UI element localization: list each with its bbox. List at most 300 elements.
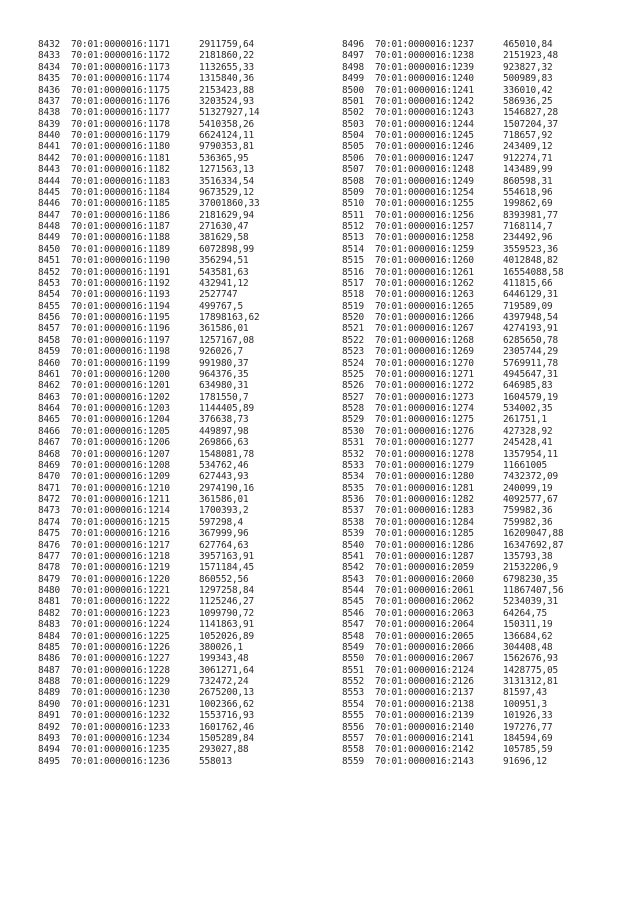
cadastral-number: 70:01:0000016:1174: [71, 73, 170, 85]
table-row: [38, 540, 259, 551]
cadastral-value: 2181629,94: [199, 209, 254, 221]
cadastral-value: 269866,63: [199, 437, 249, 449]
row-number: 8441: [38, 141, 60, 153]
cadastral-number: 70:01:0000016:1209: [71, 471, 170, 483]
row-number: 8439: [38, 118, 60, 130]
cadastral-number: 70:01:0000016:2126: [375, 676, 474, 687]
row-number: 8524: [342, 357, 364, 369]
cadastral-value: 2305744,29: [503, 346, 558, 358]
cadastral-number: 70:01:0000016:1246: [375, 141, 474, 153]
cadastral-number: 70:01:0000016:1226: [71, 641, 170, 653]
cadastral-number: 70:01:0000016:1180: [71, 141, 170, 153]
cadastral-value: 534762,46: [199, 459, 249, 471]
table-row: [38, 96, 259, 107]
row-number: 8495: [38, 755, 60, 767]
cadastral-number: 70:01:0000016:1269: [375, 346, 474, 358]
cadastral-number: 70:01:0000016:1183: [71, 175, 170, 187]
cadastral-value: 759982,36: [503, 505, 553, 517]
table-row: [342, 426, 563, 437]
cadastral-number: 70:01:0000016:1215: [71, 516, 170, 528]
table-row: [38, 710, 259, 721]
cadastral-number: 70:01:0000016:1204: [71, 414, 170, 426]
table-row: [38, 653, 259, 664]
cadastral-number: 70:01:0000016:1286: [375, 539, 474, 551]
table-row: [342, 710, 563, 721]
table-row: [38, 574, 259, 585]
cadastral-value: 2527747: [199, 289, 238, 301]
table-row: [38, 119, 259, 130]
row-number: 8530: [342, 425, 364, 437]
table-row: [342, 380, 563, 391]
row-number: 8480: [38, 585, 60, 596]
cadastral-value: 558013: [199, 755, 232, 767]
cadastral-number: 70:01:0000016:1234: [71, 732, 170, 744]
cadastral-number: 70:01:0000016:1285: [375, 528, 474, 540]
cadastral-number: 70:01:0000016:1218: [71, 550, 170, 562]
row-number: 8511: [342, 209, 364, 221]
row-number: 8474: [38, 516, 60, 528]
row-number: 8491: [38, 710, 60, 722]
table-row: [38, 289, 259, 300]
cadastral-value: 367999,96: [199, 528, 249, 540]
cadastral-number: 70:01:0000016:2140: [375, 721, 474, 733]
table-row: [38, 517, 259, 528]
cadastral-value: 1507204,37: [503, 118, 558, 130]
table-row: [38, 619, 259, 630]
cadastral-number: 70:01:0000016:2137: [375, 687, 474, 699]
table-row: [342, 107, 563, 118]
cadastral-value: 1125246,27: [199, 596, 254, 608]
row-number: 8553: [342, 687, 364, 699]
cadastral-number: 70:01:0000016:1237: [375, 39, 474, 50]
cadastral-number: 70:01:0000016:1225: [71, 630, 170, 642]
table-row: [342, 73, 563, 84]
cadastral-value: 361586,01: [199, 494, 249, 505]
table-row: [342, 244, 563, 255]
row-number: 8492: [38, 721, 60, 733]
cadastral-value: 16554088,58: [503, 266, 564, 278]
table-row: [342, 676, 563, 687]
cadastral-value: 64264,75: [503, 607, 547, 619]
cadastral-value: 926026,7: [199, 346, 243, 358]
cadastral-value: 7432372,09: [503, 471, 558, 483]
row-number: 8433: [38, 50, 60, 62]
table-row: [342, 540, 563, 551]
table-row: [38, 232, 259, 243]
row-number: 8506: [342, 152, 364, 164]
table-row: [38, 562, 259, 573]
cadastral-value: 860598,31: [503, 175, 553, 187]
cadastral-number: 70:01:0000016:1284: [375, 516, 474, 528]
cadastral-value: 646985,83: [503, 380, 553, 392]
table-row: [342, 585, 563, 596]
cadastral-value: 100951,3: [503, 698, 547, 710]
row-number: 8531: [342, 437, 364, 449]
cadastral-value: 380026,1: [199, 641, 243, 653]
cadastral-number: 70:01:0000016:2124: [375, 664, 474, 676]
cadastral-number: 70:01:0000016:2061: [375, 585, 474, 596]
cadastral-value: 234492,96: [503, 232, 553, 244]
cadastral-number: 70:01:0000016:1273: [375, 391, 474, 403]
cadastral-value: 432941,12: [199, 277, 249, 289]
row-number: 8485: [38, 641, 60, 653]
row-number: 8494: [38, 744, 60, 756]
row-number: 8507: [342, 164, 364, 176]
row-number: 8543: [342, 573, 364, 585]
cadastral-number: 70:01:0000016:1176: [71, 95, 170, 107]
cadastral-number: 70:01:0000016:2143: [375, 755, 474, 767]
row-number: 8547: [342, 619, 364, 631]
table-row: [342, 403, 563, 414]
cadastral-value: 9790353,81: [199, 141, 254, 153]
cadastral-value: 376638,73: [199, 414, 249, 426]
cadastral-number: 70:01:0000016:1190: [71, 255, 170, 267]
row-number: 8448: [38, 221, 60, 232]
row-number: 8478: [38, 562, 60, 574]
cadastral-number: 70:01:0000016:1247: [375, 152, 474, 164]
table-row: [38, 596, 259, 607]
cadastral-number: 70:01:0000016:1194: [71, 300, 170, 312]
row-number: 8456: [38, 312, 60, 323]
row-number: 8523: [342, 346, 364, 358]
row-number: 8549: [342, 641, 364, 653]
cadastral-number: 70:01:0000016:1276: [375, 425, 474, 437]
row-number: 8539: [342, 528, 364, 540]
cadastral-value: 6798230,35: [503, 573, 558, 585]
cadastral-number: 70:01:0000016:1177: [71, 107, 170, 119]
row-number: 8512: [342, 221, 364, 232]
cadastral-number: 70:01:0000016:1221: [71, 585, 170, 596]
cadastral-number: 70:01:0000016:1235: [71, 744, 170, 756]
table-row: [342, 346, 563, 357]
row-number: 8528: [342, 403, 364, 414]
cadastral-value: 2974190,16: [199, 482, 254, 494]
cadastral-number: 70:01:0000016:1193: [71, 289, 170, 301]
cadastral-value: 465010,84: [503, 39, 553, 50]
cadastral-number: 70:01:0000016:1240: [375, 73, 474, 85]
row-number: 8500: [342, 84, 364, 96]
cadastral-number: 70:01:0000016:1279: [375, 459, 474, 471]
table-row: [342, 483, 563, 494]
cadastral-number: 70:01:0000016:2138: [375, 698, 474, 710]
row-number: 8527: [342, 391, 364, 403]
table-row: [342, 392, 563, 403]
cadastral-value: 6624124,11: [199, 130, 254, 141]
cadastral-number: 70:01:0000016:1275: [375, 414, 474, 426]
cadastral-number: 70:01:0000016:1191: [71, 266, 170, 278]
table-row: [342, 369, 563, 380]
cadastral-value: 5769911,78: [503, 357, 558, 369]
cadastral-number: 70:01:0000016:2139: [375, 710, 474, 722]
cadastral-number: 70:01:0000016:1181: [71, 152, 170, 164]
cadastral-number: 70:01:0000016:1283: [375, 505, 474, 517]
row-number: 8458: [38, 334, 60, 346]
table-row: [38, 676, 259, 687]
cadastral-value: 6446129,31: [503, 289, 558, 301]
cadastral-value: 3131312,81: [503, 676, 558, 687]
row-number: 8514: [342, 243, 364, 255]
table-row: [38, 744, 259, 755]
table-row: [342, 187, 563, 198]
row-number: 8497: [342, 50, 364, 62]
row-number: 8540: [342, 539, 364, 551]
cadastral-value: 3516334,54: [199, 175, 254, 187]
table-row: [38, 39, 259, 50]
row-number: 8464: [38, 403, 60, 414]
row-number: 8538: [342, 516, 364, 528]
row-number: 8469: [38, 459, 60, 471]
cadastral-value: 2181860,22: [199, 50, 254, 62]
table-row: [342, 414, 563, 425]
row-number: 8432: [38, 39, 60, 50]
cadastral-number: 70:01:0000016:2063: [375, 607, 474, 619]
cadastral-number: 70:01:0000016:1173: [71, 61, 170, 73]
cadastral-value: 1562676,93: [503, 653, 558, 665]
table-row: [342, 267, 563, 278]
row-number: 8509: [342, 186, 364, 198]
cadastral-number: 70:01:0000016:1274: [375, 403, 474, 414]
table-row: [38, 198, 259, 209]
cadastral-value: 17898163,62: [199, 312, 260, 323]
table-row: [342, 221, 563, 232]
cadastral-value: 243409,12: [503, 141, 553, 153]
cadastral-number: 70:01:0000016:1217: [71, 539, 170, 551]
table-row: [342, 437, 563, 448]
row-number: 8472: [38, 494, 60, 505]
cadastral-value: 1546827,28: [503, 107, 558, 119]
row-number: 8520: [342, 312, 364, 323]
row-number: 8440: [38, 130, 60, 141]
row-number: 8483: [38, 619, 60, 631]
row-number: 8499: [342, 73, 364, 85]
cadastral-number: 70:01:0000016:1214: [71, 505, 170, 517]
row-number: 8537: [342, 505, 364, 517]
row-number: 8532: [342, 448, 364, 460]
table-row: [342, 289, 563, 300]
table-row: [342, 687, 563, 698]
cadastral-value: 964376,35: [199, 368, 249, 380]
table-row: [342, 255, 563, 266]
cadastral-number: 70:01:0000016:1192: [71, 277, 170, 289]
row-number: 8536: [342, 494, 364, 505]
row-number: 8465: [38, 414, 60, 426]
row-number: 8535: [342, 482, 364, 494]
row-number: 8451: [38, 255, 60, 267]
table-row: [342, 744, 563, 755]
cadastral-value: 1141863,91: [199, 619, 254, 631]
table-row: [38, 756, 259, 767]
cadastral-value: 2153423,88: [199, 84, 254, 96]
table-row: [342, 50, 563, 61]
row-number: 8526: [342, 380, 364, 392]
table-row: [38, 665, 259, 676]
cadastral-value: 135793,38: [503, 550, 553, 562]
cadastral-number: 70:01:0000016:1220: [71, 573, 170, 585]
cadastral-number: 70:01:0000016:1281: [375, 482, 474, 494]
row-number: 8522: [342, 334, 364, 346]
row-number: 8503: [342, 118, 364, 130]
table-row: [342, 574, 563, 585]
table-row: [342, 631, 563, 642]
row-number: 8477: [38, 550, 60, 562]
cadastral-number: 70:01:0000016:1199: [71, 357, 170, 369]
table-row: [342, 596, 563, 607]
cadastral-number: 70:01:0000016:1270: [375, 357, 474, 369]
cadastral-value: 240099,19: [503, 482, 553, 494]
table-row: [38, 210, 259, 221]
table-row: [342, 665, 563, 676]
cadastral-value: 634980,31: [199, 380, 249, 392]
row-number: 8557: [342, 732, 364, 744]
cadastral-number: 70:01:0000016:1259: [375, 243, 474, 255]
cadastral-value: 534002,35: [503, 403, 553, 414]
table-row: [342, 62, 563, 73]
cadastral-value: 81597,43: [503, 687, 547, 699]
row-number: 8479: [38, 573, 60, 585]
row-number: 8462: [38, 380, 60, 392]
cadastral-value: 5234039,31: [503, 596, 558, 608]
row-number: 8496: [342, 39, 364, 50]
row-number: 8519: [342, 300, 364, 312]
row-number: 8515: [342, 255, 364, 267]
table-row: [342, 323, 563, 334]
cadastral-number: 70:01:0000016:1244: [375, 118, 474, 130]
table-row: [342, 733, 563, 744]
cadastral-number: 70:01:0000016:1263: [375, 289, 474, 301]
row-number: 8452: [38, 266, 60, 278]
table-row: [38, 267, 259, 278]
cadastral-number: 70:01:0000016:1238: [375, 50, 474, 62]
row-number: 8450: [38, 243, 60, 255]
table-row: [38, 278, 259, 289]
cadastral-value: 597298,4: [199, 516, 243, 528]
cadastral-value: 3559523,36: [503, 243, 558, 255]
row-number: 8470: [38, 471, 60, 483]
row-number: 8455: [38, 300, 60, 312]
row-number: 8484: [38, 630, 60, 642]
cadastral-number: 70:01:0000016:1280: [375, 471, 474, 483]
table-row: [342, 517, 563, 528]
cadastral-number: 70:01:0000016:1182: [71, 164, 170, 176]
cadastral-number: 70:01:0000016:1223: [71, 607, 170, 619]
cadastral-value: 499767,5: [199, 300, 243, 312]
table-row: [38, 437, 259, 448]
cadastral-value: 1505289,84: [199, 732, 254, 744]
cadastral-number: 70:01:0000016:1172: [71, 50, 170, 62]
cadastral-number: 70:01:0000016:1200: [71, 368, 170, 380]
table-row: [38, 369, 259, 380]
cadastral-number: 70:01:0000016:1278: [375, 448, 474, 460]
table-row: [38, 335, 259, 346]
cadastral-value: 3061271,64: [199, 664, 254, 676]
cadastral-value: 912274,71: [503, 152, 553, 164]
cadastral-number: 70:01:0000016:1171: [71, 39, 170, 50]
cadastral-value: 3957163,91: [199, 550, 254, 562]
cadastral-value: 4012848,82: [503, 255, 558, 267]
cadastral-value: 136684,62: [503, 630, 553, 642]
cadastral-value: 4397948,54: [503, 312, 558, 323]
table-row: [342, 39, 563, 50]
row-number: 8542: [342, 562, 364, 574]
row-number: 8551: [342, 664, 364, 676]
cadastral-number: 70:01:0000016:1231: [71, 698, 170, 710]
cadastral-number: 70:01:0000016:1211: [71, 494, 170, 505]
table-row: [38, 551, 259, 562]
table-row: [342, 278, 563, 289]
cadastral-number: 70:01:0000016:1186: [71, 209, 170, 221]
cadastral-number: 70:01:0000016:2067: [375, 653, 474, 665]
cadastral-value: 293027,88: [199, 744, 249, 756]
row-number: 8552: [342, 676, 364, 687]
cadastral-value: 16347692,87: [503, 539, 564, 551]
table-row: [38, 312, 259, 323]
cadastral-number: 70:01:0000016:1245: [375, 130, 474, 141]
table-row: [38, 631, 259, 642]
cadastral-value: 37001860,33: [199, 198, 260, 210]
cadastral-number: 70:01:0000016:1282: [375, 494, 474, 505]
cadastral-number: 70:01:0000016:1254: [375, 186, 474, 198]
cadastral-value: 304408,48: [503, 641, 553, 653]
table-row: [38, 176, 259, 187]
cadastral-number: 70:01:0000016:1198: [71, 346, 170, 358]
row-number: 8502: [342, 107, 364, 119]
cadastral-number: 70:01:0000016:1271: [375, 368, 474, 380]
cadastral-value: 51327927,14: [199, 107, 260, 119]
row-number: 8447: [38, 209, 60, 221]
cadastral-value: 500989,83: [503, 73, 553, 85]
cadastral-number: 70:01:0000016:1249: [375, 175, 474, 187]
cadastral-value: 1052026,89: [199, 630, 254, 642]
cadastral-number: 70:01:0000016:2062: [375, 596, 474, 608]
table-row: [38, 471, 259, 482]
row-number: 8446: [38, 198, 60, 210]
cadastral-value: 732472,24: [199, 676, 249, 687]
cadastral-value: 197276,77: [503, 721, 553, 733]
cadastral-number: 70:01:0000016:2142: [375, 744, 474, 756]
table-row: [342, 358, 563, 369]
row-number: 8443: [38, 164, 60, 176]
cadastral-number: 70:01:0000016:1210: [71, 482, 170, 494]
table-row: [38, 585, 259, 596]
cadastral-number: 70:01:0000016:1233: [71, 721, 170, 733]
table-row: [38, 687, 259, 698]
cadastral-value: 4945647,31: [503, 368, 558, 380]
cadastral-number: 70:01:0000016:1202: [71, 391, 170, 403]
table-row: [342, 722, 563, 733]
table-row: [38, 73, 259, 84]
row-number: 8438: [38, 107, 60, 119]
row-number: 8445: [38, 186, 60, 198]
row-number: 8467: [38, 437, 60, 449]
row-number: 8466: [38, 425, 60, 437]
table-row: [342, 449, 563, 460]
cadastral-number: 70:01:0000016:1222: [71, 596, 170, 608]
cadastral-value: 719589,09: [503, 300, 553, 312]
row-number: 8541: [342, 550, 364, 562]
row-number: 8486: [38, 653, 60, 665]
cadastral-value: 2675200,13: [199, 687, 254, 699]
table-row: [38, 107, 259, 118]
cadastral-value: 7168114,7: [503, 221, 553, 232]
row-number: 8517: [342, 277, 364, 289]
cadastral-number: 70:01:0000016:1261: [375, 266, 474, 278]
row-number: 8453: [38, 277, 60, 289]
row-number: 8525: [342, 368, 364, 380]
table-row: [38, 244, 259, 255]
table-row: [38, 301, 259, 312]
cadastral-number: 70:01:0000016:1257: [375, 221, 474, 232]
cadastral-value: 543581,63: [199, 266, 249, 278]
